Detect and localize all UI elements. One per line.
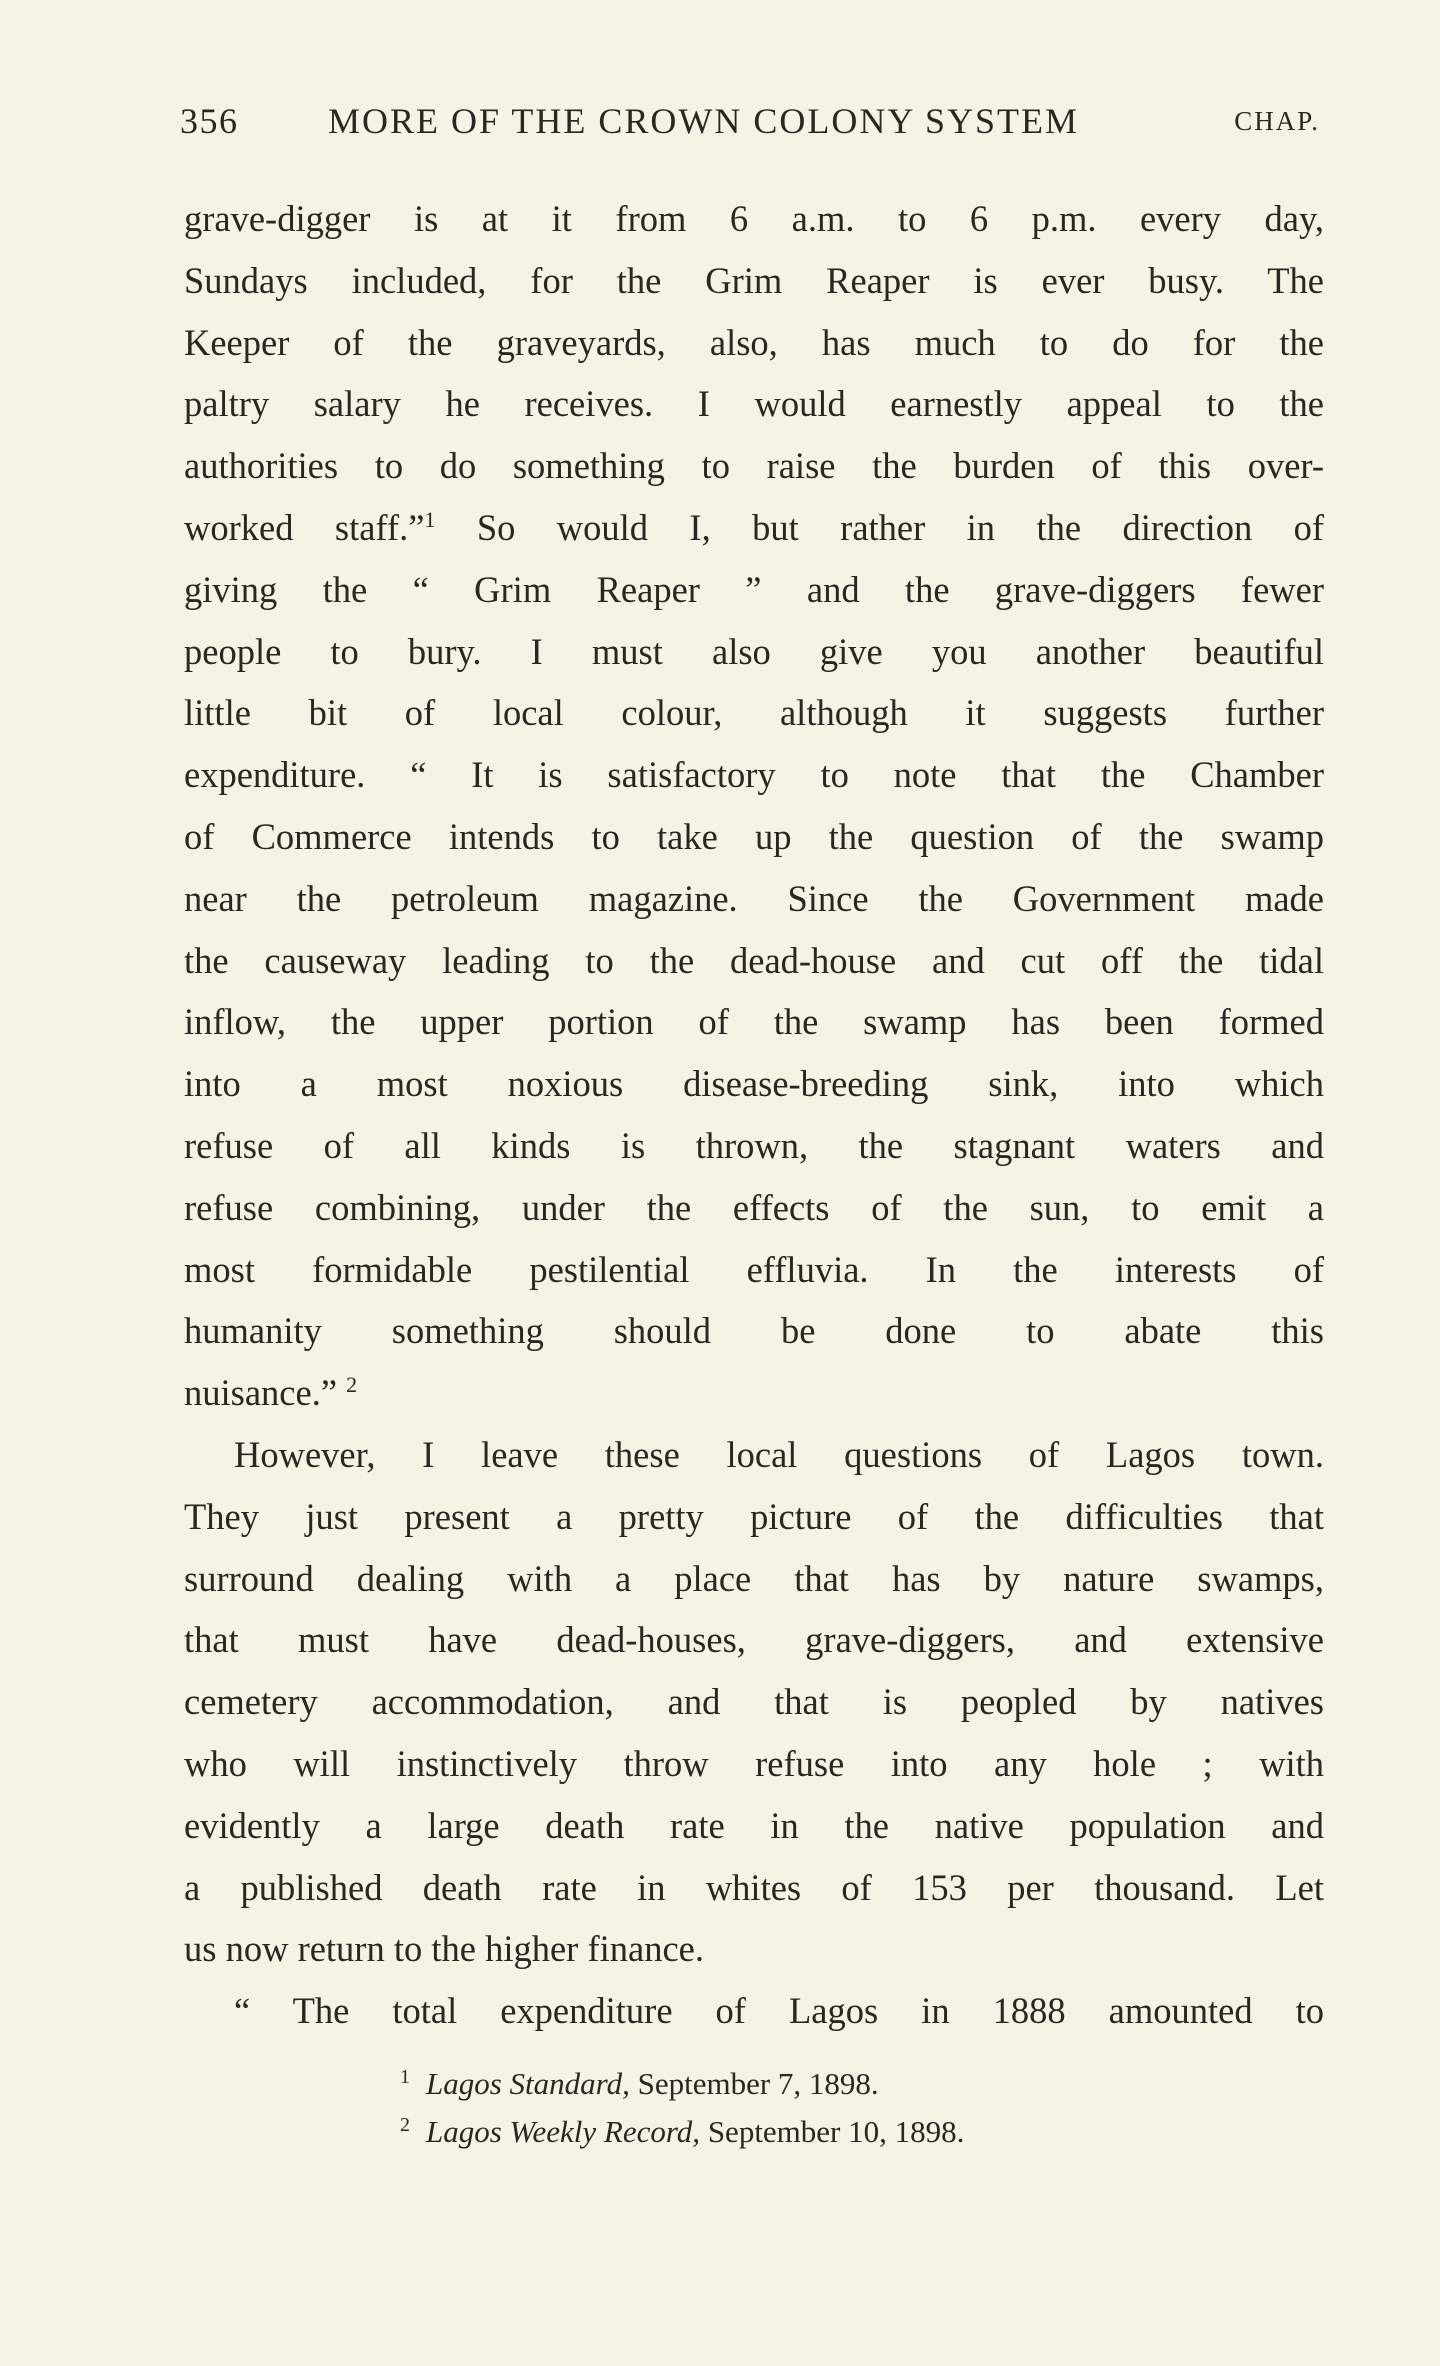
footnote-ref-1[interactable]: 1 xyxy=(424,506,436,532)
text-line: giving the “ Grim Reaper ” and the grave-diggers fewer xyxy=(184,568,1324,610)
text-line: near the petroleum magazine. Since the Government made xyxy=(184,877,1324,919)
chapter-label: CHAP. xyxy=(1234,106,1320,136)
footnote-source: Lagos Weekly Record, xyxy=(426,2114,701,2149)
running-title: MORE OF THE CROWN COLONY SYSTEM xyxy=(328,101,1080,141)
footnotes xyxy=(400,2060,964,2156)
text-line: “ The total expenditure of Lagos in 1888 amounted to xyxy=(234,1990,1324,2032)
body-text xyxy=(184,188,1324,2042)
footnote-2: 2 Lagos Weekly Record, September 10, 1898. xyxy=(400,2113,965,2149)
text-line: Keeper of the graveyards, also, has much to do for the xyxy=(184,321,1324,363)
text-line: refuse of all kinds is thrown, the stagnant waters and xyxy=(184,1124,1324,1166)
text-line: of Commerce intends to take up the question of the swamp xyxy=(184,815,1324,857)
text-segment: So would I, but rather in the direction of xyxy=(435,506,1324,548)
text-segment: nuisance.” xyxy=(184,1372,338,1414)
footnote-ref-2[interactable]: 2 xyxy=(346,1371,358,1397)
text-line: us now return to the higher finance. xyxy=(184,1928,704,1970)
text-line: into a most noxious disease-breeding sink, into which xyxy=(184,1063,1324,1105)
text-line xyxy=(184,497,1324,559)
text-line: the causeway leading to the dead-house and cut off the tidal xyxy=(184,939,1324,981)
text-line: grave-digger is at it from 6 a.m. to 6 p.m. every day, xyxy=(184,198,1324,239)
page-header xyxy=(180,100,1320,156)
text-line: who will instinctively throw refuse into any hole ; with xyxy=(184,1742,1324,1784)
text-line: evidently a large death rate in the native population and xyxy=(184,1804,1324,1846)
text-line: humanity something should be done to abate this xyxy=(184,1310,1324,1352)
text-line: that must have dead-houses, grave-diggers, and extensive xyxy=(184,1619,1324,1661)
text-line: paltry salary he receives. I would earnestly appeal to the xyxy=(184,383,1324,425)
text-line: people to bury. I must also give you another beautiful xyxy=(184,630,1324,672)
footnote-date: September 10, 1898. xyxy=(700,2114,965,2149)
footnote-source: Lagos Standard, xyxy=(426,2066,630,2101)
text-line: little bit of local colour, although it suggests further xyxy=(184,692,1324,734)
footnote-1: 1 Lagos Standard, September 7, 1898. xyxy=(400,2065,879,2101)
text-line: expenditure. “ It is satisfactory to note that the Chamber xyxy=(184,754,1324,796)
text-line: They just present a pretty picture of the difficulties that xyxy=(184,1495,1324,1537)
text-line xyxy=(184,1362,1324,1424)
text-line: refuse combining, under the effects of the sun, to emit a xyxy=(184,1186,1324,1228)
text-line: surround dealing with a place that has by nature swamps, xyxy=(184,1557,1324,1599)
text-segment: worked staff.” xyxy=(184,506,425,548)
text-line: cemetery accommodation, and that is peopled by natives xyxy=(184,1681,1324,1723)
text-line: a published death rate in whites of 153 per thousand. Let xyxy=(184,1866,1324,1908)
text-line: authorities to do something to raise the burden of this over- xyxy=(184,445,1324,487)
text-line: inflow, the upper portion of the swamp has been formed xyxy=(184,1001,1324,1043)
text-line: Sundays included, for the Grim Reaper is ever busy. The xyxy=(184,259,1324,301)
footnote-date: September 7, 1898. xyxy=(629,2066,879,2101)
page-number: 356 xyxy=(180,101,239,141)
text-line: However, I leave these local questions of Lagos town. xyxy=(234,1433,1324,1475)
text-line: most formidable pestilential effluvia. In the interests of xyxy=(184,1248,1324,1290)
